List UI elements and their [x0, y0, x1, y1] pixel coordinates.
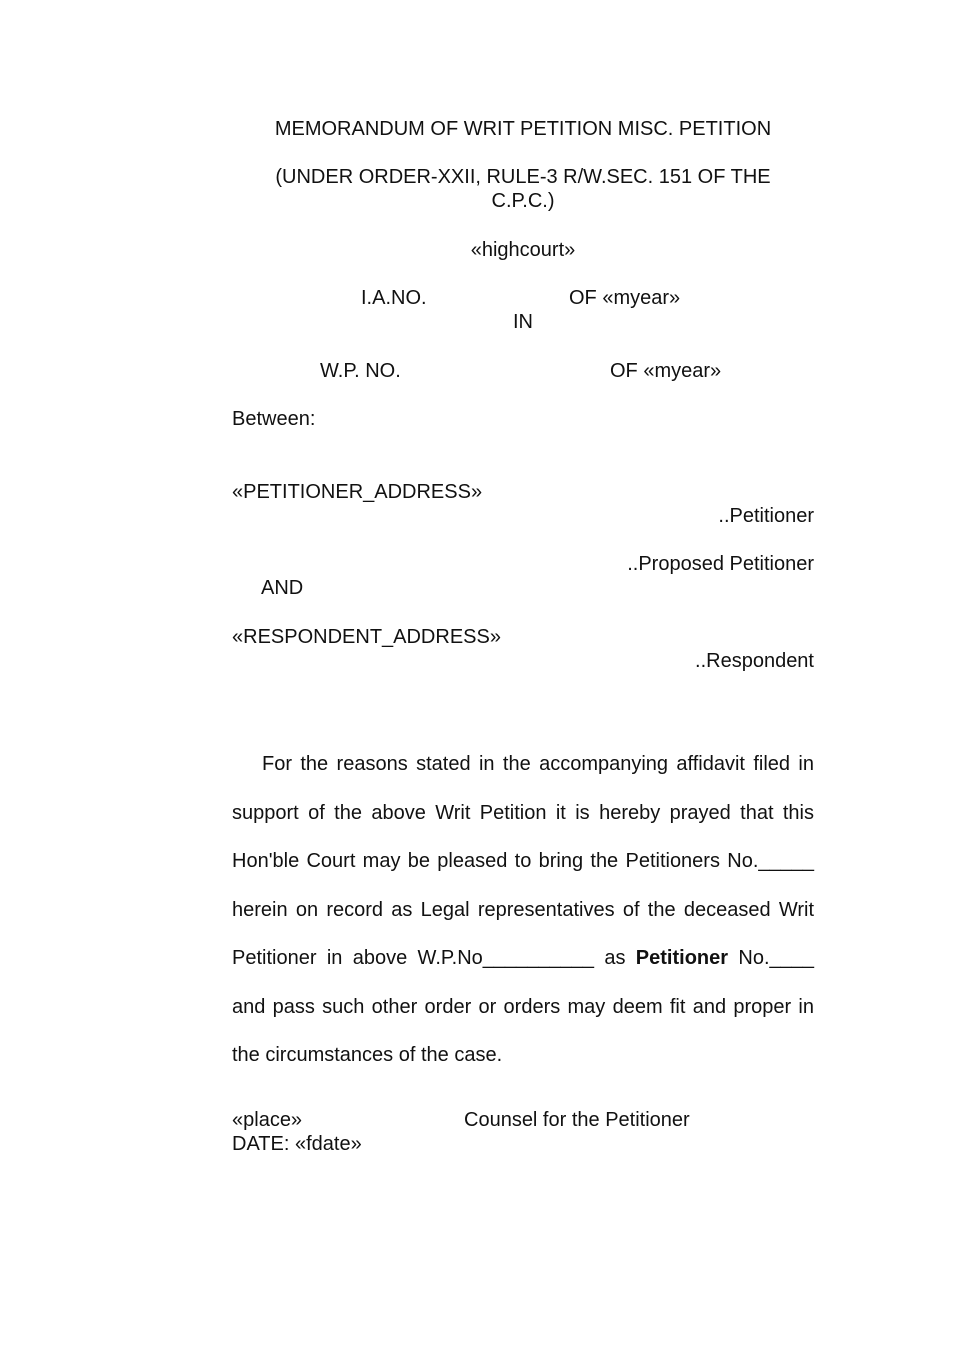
court-name: «highcourt»	[470, 239, 576, 261]
respondent-address: «RESPONDENT_ADDRESS»	[232, 626, 501, 648]
in-label: IN	[513, 311, 533, 333]
respondent-role: ..Respondent	[695, 650, 814, 672]
prayer-bold-word: Petitioner	[635, 947, 729, 969]
counsel-signature-label: Counsel for the Petitioner	[464, 1109, 690, 1131]
petitioner-role: ..Petitioner	[718, 505, 814, 527]
petitioner-address: «PETITIONER_ADDRESS»	[232, 481, 483, 503]
wp-year: OF «myear»	[610, 360, 722, 382]
and-label: AND	[261, 577, 304, 599]
wp-no-label: W.P. NO.	[320, 360, 401, 382]
place: «place»	[232, 1109, 303, 1131]
ia-no-label: I.A.NO.	[361, 287, 427, 309]
between-label: Between:	[232, 408, 316, 430]
proposed-petitioner-role: ..Proposed Petitioner	[627, 553, 814, 575]
document-title: MEMORANDUM OF WRIT PETITION MISC. PETITION	[274, 118, 772, 140]
prayer-text-part1: For the reasons stated in the accompanying affidavit filed in support of the above Writ Petition it is hereby prayed that this Hon'ble Court may be pleased to bring the Petitioners No._____ herein on record as Legal representatives of the deceased Writ Petitioner in above W.P.No__________ as	[232, 753, 814, 969]
ia-year: OF «myear»	[569, 287, 681, 309]
date-line: DATE: «fdate»	[232, 1133, 362, 1155]
prayer-text-part2: No.____ and pass such other order or orders may deem fit and proper in the circumstances of the case.	[232, 947, 814, 1066]
prayer-paragraph	[232, 740, 814, 1080]
document-subtitle: (UNDER ORDER-XXII, RULE-3 R/W.SEC. 151 OF THE C.P.C.)	[275, 166, 771, 212]
